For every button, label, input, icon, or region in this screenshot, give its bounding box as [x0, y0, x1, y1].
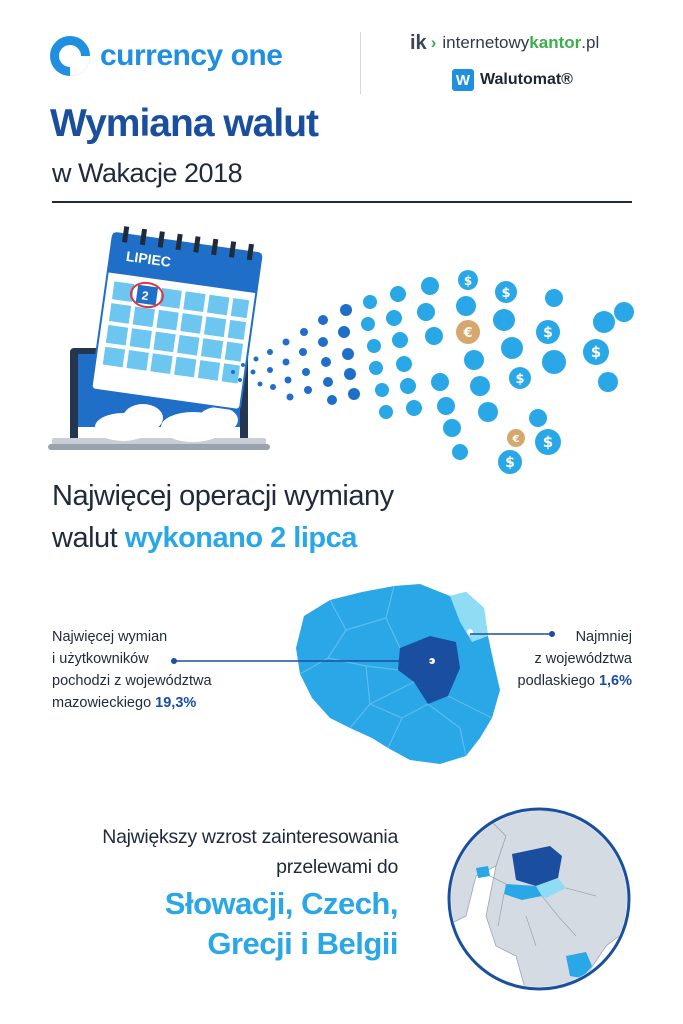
header-divider [360, 32, 361, 94]
coin-spray-icon [231, 270, 634, 474]
page-title: Wymiana walut [50, 102, 319, 145]
right-stat-value: 1,6% [598, 673, 632, 689]
svg-text:$: $ [501, 286, 511, 301]
currency-one-logo [50, 32, 320, 80]
svg-text:$: $ [542, 433, 554, 451]
svg-text:$: $ [543, 325, 553, 341]
svg-text:$: $ [463, 274, 473, 288]
right-stat [470, 626, 632, 692]
ik-name-domain: .pl [581, 33, 600, 52]
ik-name-part1: internetowy [442, 33, 530, 52]
svg-text:$: $ [590, 343, 602, 361]
title-divider [52, 201, 632, 203]
growth-line2: przelewami do [276, 856, 398, 878]
right-stat-line1: Najmniej [575, 629, 632, 645]
svg-text:$: $ [515, 372, 525, 387]
svg-text:$: $ [505, 455, 515, 471]
svg-text:€: € [463, 326, 473, 341]
walutomat-w-icon: W [452, 69, 474, 91]
headline [52, 475, 394, 559]
headline-highlight: wykonano 2 lipca [124, 522, 357, 554]
chevron-right-icon: › [430, 33, 437, 52]
europe-map-icon [446, 806, 632, 992]
growth-countries-line2: Grecji i Belgii [207, 926, 398, 961]
currency-one-ring-icon [50, 36, 90, 76]
walutomat-wordmark: Walutomat® [480, 71, 573, 88]
left-stat-line4 [52, 692, 197, 714]
left-stat-line3: pochodzi z województwa [52, 673, 212, 689]
calendar-highlighted-day: 2 [140, 288, 150, 304]
currency-one-wordmark: currency one [100, 39, 283, 72]
growth-text [52, 822, 398, 882]
belgium-highlight [476, 866, 490, 878]
svg-text:€: € [512, 434, 520, 445]
right-stat-plain: podlaskiego [517, 673, 599, 689]
growth-countries [52, 884, 398, 964]
left-stat-line1: Najwięcej wymian [52, 629, 168, 645]
ik-mark: ik [410, 31, 427, 54]
left-stat-value: 19,3% [155, 695, 197, 711]
page-subtitle: w Wakacje 2018 [52, 158, 243, 188]
left-stat [52, 626, 212, 714]
internetowykantor-logo [410, 30, 599, 56]
right-stat-line3 [470, 670, 632, 692]
ik-name-part2: kantor [529, 33, 582, 52]
left-stat-line2: i użytkowników [52, 651, 149, 667]
calendar-laptop-illustration [48, 222, 648, 480]
headline-line2-plain: walut [52, 522, 125, 554]
walutomat-logo [452, 68, 573, 92]
headline-line1: Najwięcej operacji wymiany [52, 480, 394, 512]
calendar-icon [91, 225, 263, 410]
growth-line1: Największy wzrost zainteresowania [102, 826, 398, 848]
calendar-month-label: LIPIEC [125, 247, 172, 270]
growth-countries-line1: Słowacji, Czech, [164, 886, 398, 921]
headline-line2 [52, 517, 394, 559]
right-stat-line2: z województwa [534, 651, 632, 667]
left-stat-plain: mazowieckiego [52, 695, 156, 711]
